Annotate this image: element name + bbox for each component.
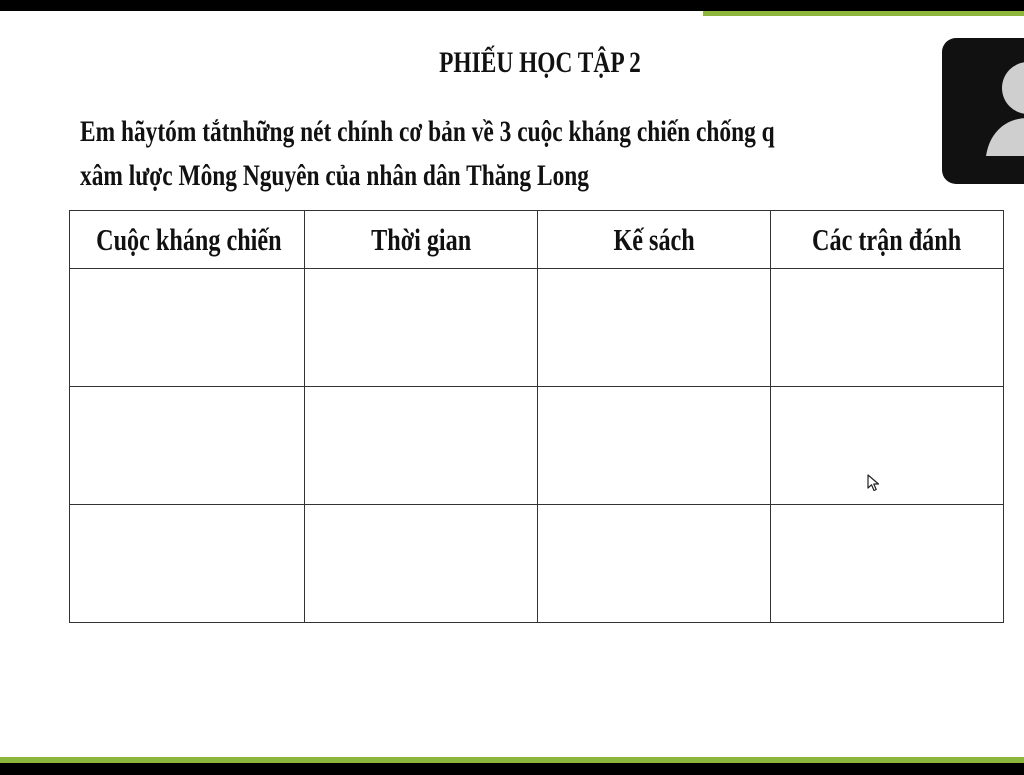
- prompt-line-2: xâm lược Mông Nguyên của nhân dân Thăng Long: [80, 159, 589, 192]
- table-row: [70, 387, 1004, 505]
- top-frame-bar: [0, 0, 1024, 11]
- column-header-strategy: Kế sách: [538, 211, 771, 269]
- prompt-line-1: Em hãytóm tắtnhững nét chính cơ bản về 3 cuộc kháng chiến chống q: [80, 115, 775, 148]
- table-cell: [771, 269, 1004, 387]
- table-cell: [771, 387, 1004, 505]
- column-header-time: Thời gian: [305, 211, 538, 269]
- worksheet-prompt: [80, 110, 775, 198]
- table-row: [70, 505, 1004, 623]
- table-cell: [70, 505, 305, 623]
- table-cell: [538, 505, 771, 623]
- table-header-row: [70, 211, 1004, 269]
- table-cell: [70, 269, 305, 387]
- table-cell: [771, 505, 1004, 623]
- bottom-frame-bar: [0, 763, 1024, 775]
- table-cell: [305, 387, 538, 505]
- table-row: [70, 269, 1004, 387]
- worksheet-title: PHIẾU HỌC TẬP 2: [439, 46, 641, 79]
- summary-table: [69, 210, 1004, 623]
- column-header-battles: Các trận đánh: [771, 211, 1004, 269]
- user-avatar-icon: [942, 38, 1024, 184]
- table-cell: [305, 505, 538, 623]
- table-cell: [538, 269, 771, 387]
- table-cell: [305, 269, 538, 387]
- mouse-pointer-icon: [867, 474, 881, 497]
- table-cell: [538, 387, 771, 505]
- top-accent-line: [703, 11, 1024, 16]
- participant-video-tile[interactable]: [942, 38, 1024, 184]
- table-cell: [70, 387, 305, 505]
- column-header-resistance: Cuộc kháng chiến: [70, 211, 305, 269]
